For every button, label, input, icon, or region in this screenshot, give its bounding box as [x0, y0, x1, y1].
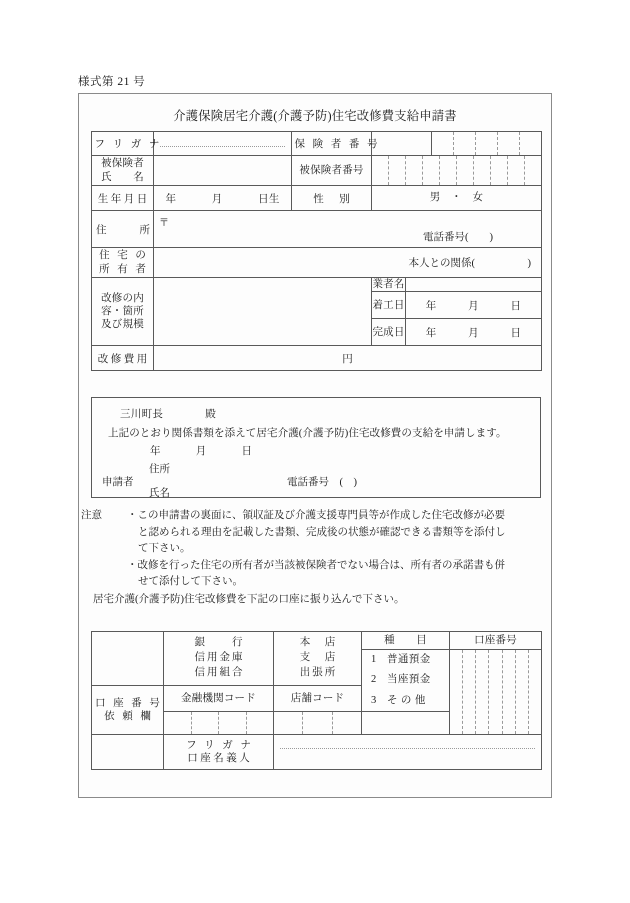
institution-type-cell[interactable] — [164, 632, 274, 686]
holder-furigana-label: フ リ ガ ナ — [186, 740, 254, 752]
furigana-label: フ リ ガ ナ — [92, 132, 154, 156]
insured-name-label-line1: 被保険者 — [101, 158, 144, 170]
note-line: て下さい。 — [138, 543, 191, 555]
insurer-number-grid-cell[interactable] — [432, 132, 542, 156]
holder-name-label: 口座名義人 — [187, 753, 253, 765]
institution-code-label: 金融機関コード — [164, 686, 274, 712]
insured-number-grid-cell[interactable] — [372, 156, 542, 186]
page-title: 介護保険居宅介護(介護予防)住宅改修費支給申請書 — [173, 109, 457, 123]
birth-month-label: 月 — [211, 193, 223, 205]
contractor-label: 業者名 — [372, 279, 405, 290]
kind-option-current-label: 当座預金 — [387, 674, 431, 686]
honorific-label: 殿 — [205, 409, 217, 420]
branch-type-head-office: 本 店 — [299, 637, 338, 649]
completion-month-label: 月 — [468, 327, 479, 339]
notes-first-row — [81, 508, 551, 525]
institution-type-bank: 銀 行 — [194, 637, 245, 649]
bank-row-spacer-cell — [92, 632, 164, 686]
contractor-input-cell[interactable] — [406, 278, 542, 292]
branch-code-grid — [274, 712, 361, 734]
birth-year-label: 年 — [165, 193, 177, 205]
gender-options-cell[interactable]: 男 ・ 女 — [372, 186, 542, 211]
form-outer-frame — [78, 93, 552, 798]
renovation-label-line2: 容・箇所 — [101, 306, 144, 317]
account-number-grid — [450, 650, 541, 734]
account-number-header: 口座番号 — [450, 632, 542, 650]
kind-option-current-number: 2 — [371, 674, 377, 686]
account-holder-input-cell[interactable] — [274, 735, 542, 770]
apply-day-label: 日 — [241, 446, 252, 457]
completion-year-label: 年 — [425, 327, 437, 339]
renovation-detail-label — [92, 278, 154, 346]
completion-date-label: 完成日 — [372, 319, 406, 346]
account-number-grid-cell[interactable] — [450, 650, 542, 735]
kind-option-ordinary[interactable] — [362, 650, 449, 670]
insured-number-label: 被保険者番号 — [292, 156, 372, 186]
furigana-dotted-line — [160, 146, 285, 147]
table-row-bank-header — [92, 632, 542, 650]
notes-section — [81, 508, 551, 608]
birthdate-label: 生年月日 — [92, 186, 154, 211]
holder-furigana-dotted-line — [280, 748, 535, 749]
addressee-line — [120, 406, 216, 421]
kind-option-ordinary-number: 1 — [371, 654, 377, 665]
branch-code-grid-cell[interactable] — [274, 712, 362, 735]
transfer-instruction: 居宅介護(介護予防)住宅改修費を下記の口座に振り込んで下さい。 — [93, 593, 405, 605]
address-phone-label: 電話番号( ) — [423, 232, 493, 243]
apply-month-label: 月 — [195, 446, 207, 457]
insurer-number-blank-cell[interactable] — [372, 132, 432, 156]
house-owner-label-line2: 所 有 者 — [99, 263, 149, 275]
table-row-house-owner — [92, 248, 542, 278]
insured-name-label-line2: 氏 名 — [101, 171, 144, 183]
table-row-birth-gender — [92, 186, 542, 211]
renovation-label-line3: 及び規模 — [101, 319, 144, 331]
account-request-label — [92, 686, 164, 735]
insurer-number-label: 保 険 者 番 号 — [292, 132, 372, 156]
branch-type-cell[interactable] — [274, 632, 362, 686]
account-kind-options-cell[interactable] — [362, 650, 450, 712]
table-row-insured-name — [92, 156, 542, 186]
form-number-label: 様式第 21 号 — [78, 76, 146, 88]
application-date-line — [150, 443, 252, 458]
completion-date-input-cell[interactable] — [406, 319, 542, 346]
bank-account-table — [91, 631, 542, 770]
note-line: ・この申請書の裏面に、領収証及び介護支援専門員等が作成した住宅改修が必要 — [127, 510, 505, 521]
table-row-address — [92, 211, 542, 248]
furigana-input-cell[interactable] — [154, 132, 292, 156]
gender-label: 性 別 — [292, 186, 372, 211]
institution-type-credit-union: 信用組合 — [194, 666, 245, 678]
start-year-label: 年 — [425, 300, 437, 312]
account-kind-header: 種 目 — [362, 632, 450, 650]
table-row-cost — [92, 346, 542, 371]
applicant-name-label: 氏名 — [149, 488, 170, 499]
renovation-label-line1: 改修の内 — [101, 292, 144, 304]
note-line: ・改修を行った住宅の所有者が当該被保険者でない場合は、所有者の承諾書も併 — [127, 559, 505, 571]
house-owner-label — [92, 248, 154, 278]
address-label: 住 所 — [92, 211, 154, 248]
start-date-label: 着工日 — [372, 292, 406, 319]
branch-code-label: 店舗コード — [274, 686, 362, 712]
institution-code-grid — [164, 712, 273, 734]
insured-name-label — [92, 156, 154, 186]
start-day-label: 日 — [510, 300, 522, 312]
table-row-account-holder — [92, 735, 542, 770]
mayor-title: 三川町長 — [120, 409, 164, 420]
cost-input-cell[interactable] — [154, 346, 542, 371]
table-row-furigana — [92, 132, 542, 156]
apply-year-label: 年 — [150, 446, 161, 457]
owner-relation-label: 本人との関係( ) — [408, 258, 531, 269]
cost-unit-label: 円 — [342, 354, 353, 366]
house-owner-label-line1: 住 宅 の — [99, 250, 149, 262]
insured-name-input-cell[interactable] — [154, 156, 292, 186]
note-line: と認められる理由を記載した書類、完成後の状態が確認できる書類等を添付し — [138, 526, 506, 538]
applicant-address-label: 住所 — [149, 464, 170, 475]
birth-day-label: 日生 — [258, 193, 280, 205]
start-month-label: 月 — [468, 300, 479, 312]
applicant-label: 申請者 — [102, 477, 134, 488]
cost-label: 改修費用 — [92, 346, 154, 371]
account-request-label-line2: 依 頼 欄 — [104, 711, 154, 723]
kind-option-other[interactable] — [362, 691, 449, 711]
kind-option-current[interactable] — [362, 670, 449, 690]
house-owner-input-cell[interactable] — [154, 248, 542, 278]
insurer-number-grid — [432, 132, 541, 155]
application-statement-block — [91, 397, 541, 498]
birthdate-input-cell[interactable] — [154, 186, 292, 211]
account-holder-label — [164, 735, 274, 770]
institution-type-shinkin: 信用金庫 — [194, 652, 245, 664]
renovation-detail-input-cell[interactable] — [154, 278, 372, 346]
branch-type-sub-branch: 出張所 — [299, 666, 338, 678]
kind-option-other-number: 3 — [371, 694, 377, 706]
table-row-renovation-contractor — [92, 278, 542, 292]
completion-day-label: 日 — [510, 327, 522, 339]
note-line: せて添付して下さい。 — [138, 576, 243, 588]
address-input-cell[interactable] — [154, 211, 542, 248]
holder-row-spacer-cell — [92, 735, 164, 770]
branch-type-branch: 支 店 — [299, 652, 338, 664]
kind-option-ordinary-label: 普通預金 — [387, 654, 431, 665]
kind-option-other-label: そ の 他 — [387, 694, 426, 706]
insured-number-grid — [372, 156, 541, 185]
applicant-phone-label: 電話番号 ( ) — [287, 477, 357, 488]
postal-code-icon: 〒 — [159, 218, 169, 229]
account-request-label-line1: 口 座 番 号 — [95, 698, 163, 710]
institution-code-grid-cell[interactable] — [164, 712, 274, 735]
applicant-info-table — [91, 131, 542, 371]
start-date-input-cell[interactable] — [406, 292, 542, 319]
application-sentence: 上記のとおり関係書類を添えて居宅介護(介護予防)住宅改修費の支給を申請します。 — [108, 428, 507, 439]
notes-label: 注意 — [81, 510, 102, 521]
